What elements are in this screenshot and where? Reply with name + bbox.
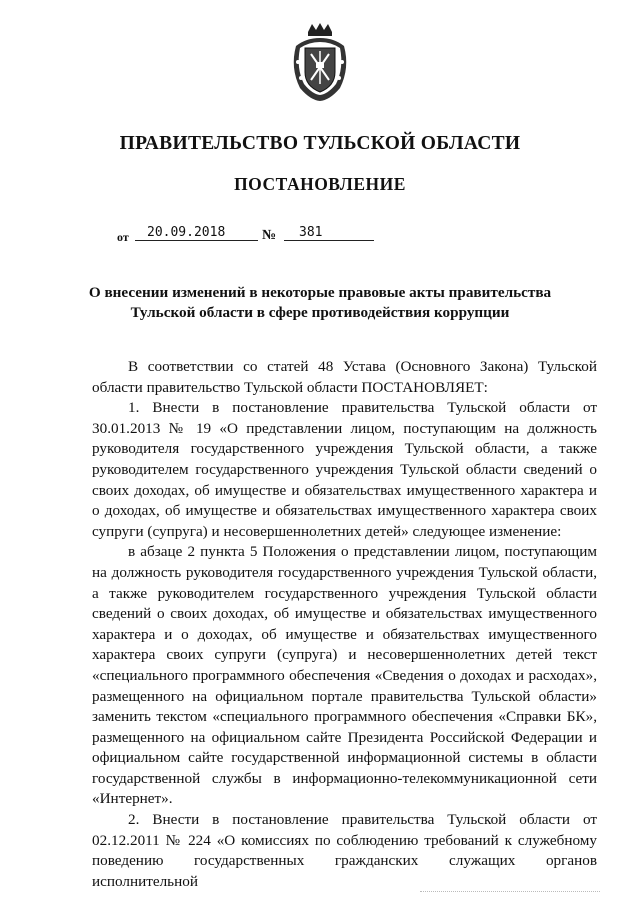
- subject-line-1: О внесении изменений в некоторые правовые акты правительства: [88, 284, 552, 301]
- tula-coat-of-arms-icon: [286, 22, 354, 102]
- paragraph-preamble: В соответствии со статей 48 Устава (Основного Закона) Тульской области правительство Тульской области ПОСТАНОВЛЯЕТ:: [92, 358, 597, 396]
- document-type: ПОСТАНОВЛЕНИЕ: [234, 174, 406, 194]
- paragraph-item-1-change: в абзаце 2 пункта 5 Положения о представлении лицом, поступающим на должность руководителя государственного учреждения Тульской области, а также руководителем государственного учреждения Тульской области сведений о своих доходах, об имуществе и обязательствах имущественного характера и о доходах, об имуществе и обязательствах имущественного характера своих супруги (супруга) и несовершеннолетних детей текст «специального программного обеспечения «Сведения о доходах и расходах», размещенного на официальном портале правительства Тульской области» заменить текстом «специального программного обеспечения «Справки БК», размещенного на официальном сайте Президента Российской Федерации и официальном сайте государственной информационной системы в области государственной службы в информационно-телекоммуникационной сети «Интернет».: [92, 543, 597, 808]
- subject-line-2: Тульской области в сфере противодействия коррупции: [130, 304, 510, 321]
- document-body: [92, 357, 597, 892]
- paragraph-item-1: 1. Внести в постановление правительства Тульской области от 30.01.2013 № 19 «О представлении лицом, поступающим на должность руководителя государственного учреждения Тульской области, а также руководителем государственного учреждения Тульской области сведений о своих доходах, об имуществе и обязательствах имущественного характера и о доходах, об имуществе и обязательствах имущественного характера своих супруги (супруга) и несовершеннолетних детей» следующее изменение:: [92, 399, 597, 540]
- document-subject: [60, 283, 580, 323]
- dateline: [117, 222, 387, 244]
- paragraph-item-2: 2. Внести в постановление правительства Тульской области от 02.12.2011 № 224 «О комиссиях по соблюдению требований к служебному поведению государственных гражданских служащих органов исполнительной: [92, 811, 597, 890]
- date-field: 20.09.2018: [135, 225, 258, 241]
- scan-artifact: [420, 889, 600, 892]
- number-field: 381: [284, 225, 374, 241]
- number-label: №: [262, 228, 277, 243]
- organization-title: ПРАВИТЕЛЬСТВО ТУЛЬСКОЙ ОБЛАСТИ: [119, 133, 521, 154]
- date-label: от: [117, 230, 129, 244]
